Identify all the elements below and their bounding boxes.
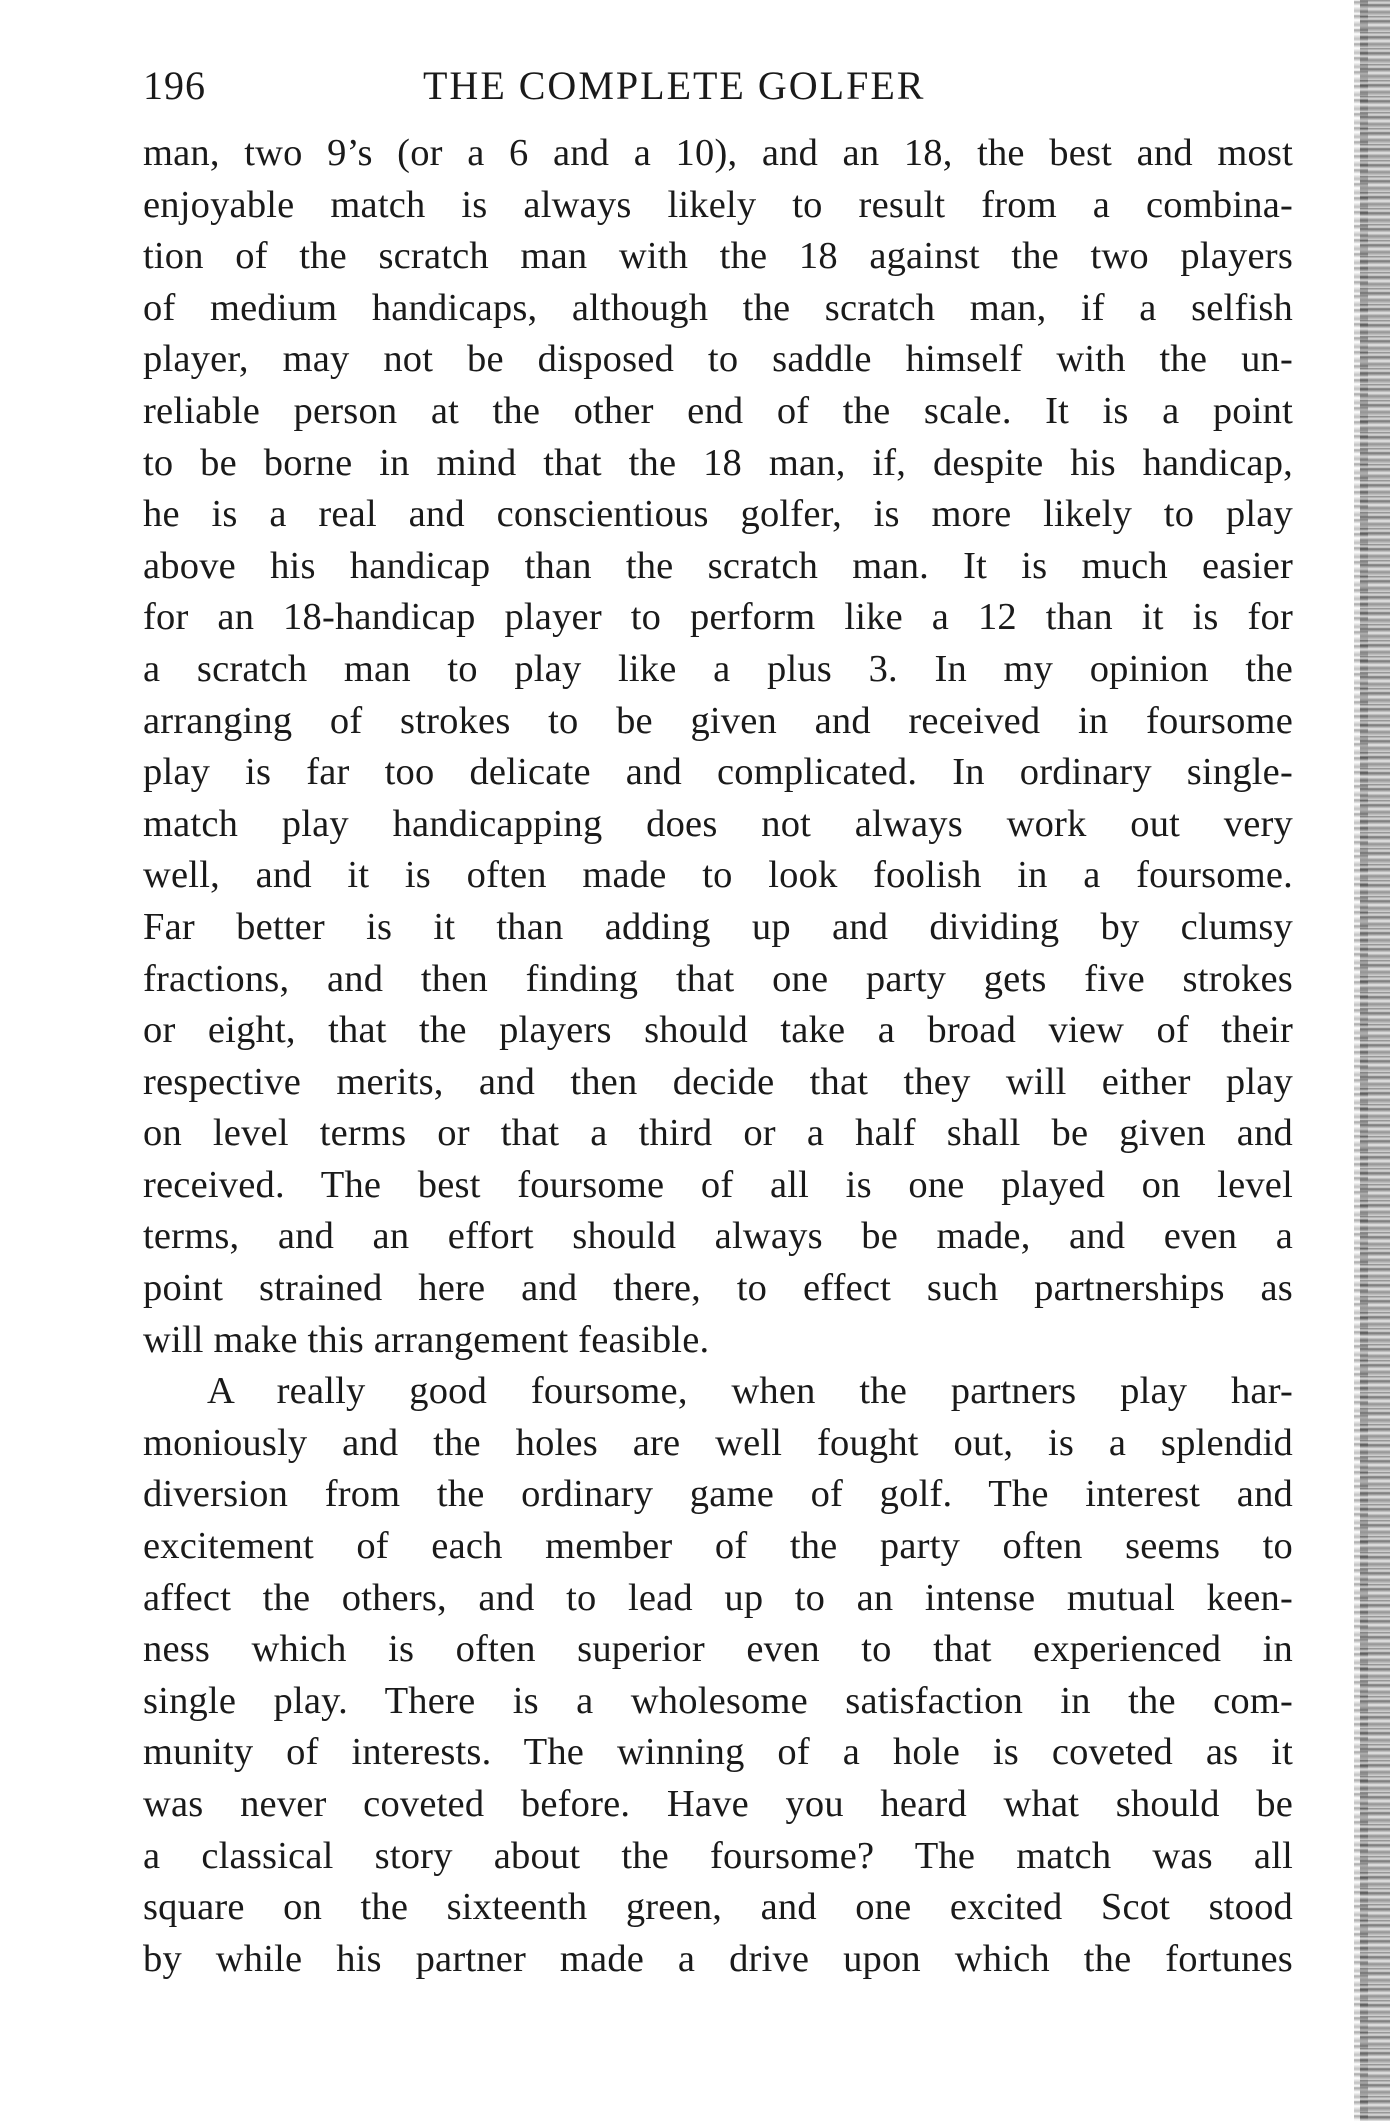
text-line: square on the sixteenth green, and one excited Scot stood (143, 1886, 1293, 1929)
text-line: a scratch man to play like a plus 3. In my opinion the (143, 647, 1293, 690)
text-line: reliable person at the other end of the scale. It is a point (143, 389, 1293, 432)
text-line: Far better is it than adding up and dividing by clumsy (143, 905, 1293, 948)
text-line: received. The best foursome of all is one played on level (143, 1163, 1293, 1206)
text-line: diversion from the ordinary game of golf. The interest and (143, 1473, 1293, 1516)
text-line: moniously and the holes are well fought out, is a splendid (143, 1421, 1293, 1464)
text-line: or eight, that the players should take a broad view of their (143, 1009, 1293, 1052)
text-line: enjoyable match is always likely to result from a combina- (143, 183, 1293, 226)
paragraph-2 (143, 1366, 1293, 1985)
text-line: tion of the scratch man with the 18 against the two players (143, 235, 1293, 278)
text-line: arranging of strokes to be given and received in foursome (143, 699, 1293, 742)
text-line: terms, and an effort should always be made, and even a (143, 1215, 1293, 1258)
text-line: match play handicapping does not always work out very (143, 802, 1293, 845)
text-line: by while his partner made a drive upon which the fortunes (143, 1937, 1293, 1980)
text-line: for an 18-handicap player to perform like a 12 than it is for (143, 596, 1293, 639)
text-line: munity of interests. The winning of a hole is coveted as it (143, 1731, 1293, 1774)
text-line: play is far too delicate and complicated. In ordinary single- (143, 751, 1293, 794)
text-line: A really good foursome, when the partners play har- (207, 1370, 1293, 1413)
text-line: excitement of each member of the party often seems to (143, 1525, 1293, 1568)
text-line: single play. There is a wholesome satisfaction in the com- (143, 1679, 1293, 1722)
text-line: of medium handicaps, although the scratch man, if a selfish (143, 286, 1293, 329)
text-line: to be borne in mind that the 18 man, if, despite his handicap, (143, 441, 1293, 484)
text-line: he is a real and conscientious golfer, is more likely to play (143, 493, 1293, 536)
text-line: on level terms or that a third or a half shall be given and (143, 1112, 1293, 1155)
text-line: ness which is often superior even to that experienced in (143, 1628, 1293, 1671)
text-line: affect the others, and to lead up to an intense mutual keen- (143, 1576, 1293, 1619)
text-line: a classical story about the foursome? The match was all (143, 1834, 1293, 1877)
running-title: THE COMPLETE GOLFER (423, 63, 926, 108)
page-edge-texture (1354, 0, 1368, 2121)
text-line: was never coveted before. Have you heard what should be (143, 1783, 1293, 1825)
text-line: will make this arrangement feasible. (143, 1318, 710, 1361)
page-header (143, 62, 1293, 122)
paragraph-1 (143, 128, 1293, 1366)
text-line: respective merits, and then decide that they will either play (143, 1060, 1293, 1103)
text-line: point strained here and there, to effect such partnerships as (143, 1267, 1293, 1310)
body-text (143, 128, 1293, 1985)
text-line: player, may not be disposed to saddle himself with the un- (143, 338, 1293, 381)
text-line: fractions, and then finding that one party gets five strokes (143, 957, 1293, 1000)
text-line: man, two 9’s (or a 6 and a 10), and an 18, the best and most (143, 132, 1293, 174)
text-line: well, and it is often made to look foolish in a foursome. (143, 854, 1293, 897)
page-number: 196 (143, 63, 206, 108)
text-line: above his handicap than the scratch man. It is much easier (143, 544, 1293, 587)
